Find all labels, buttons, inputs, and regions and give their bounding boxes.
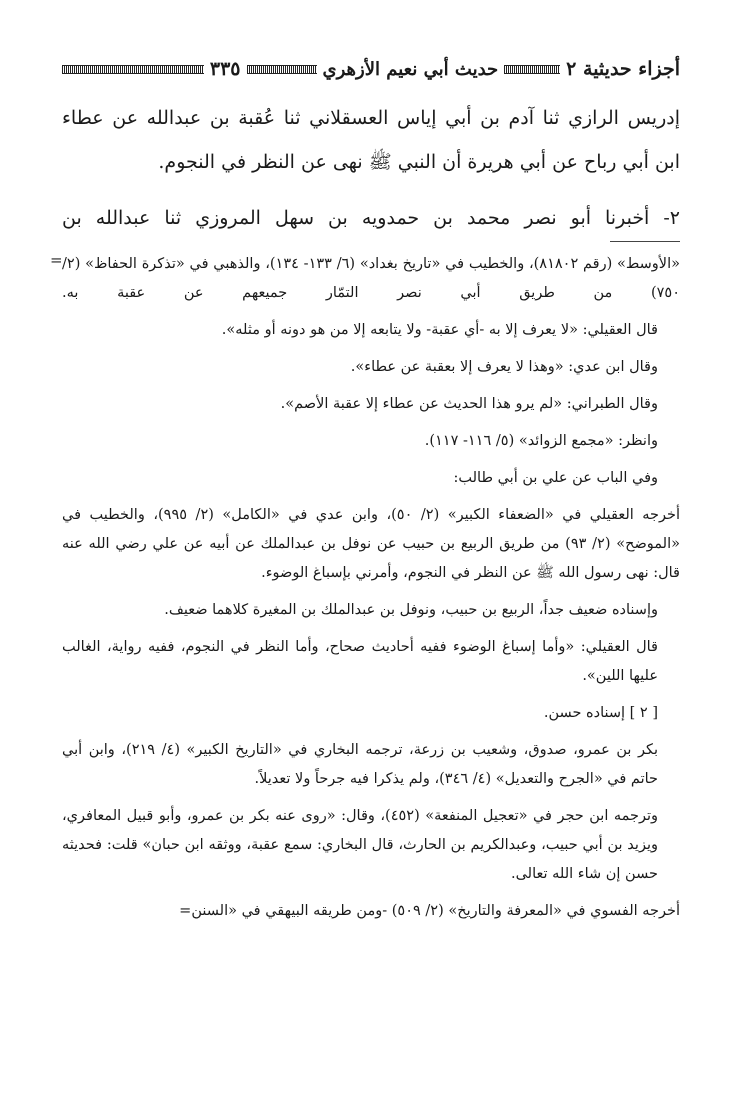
main-text-line: ابن أبي رباح عن أبي هريرة أن النبي ﷺ نهى عن النظر في النجوم. xyxy=(158,151,680,173)
footnote-paragraph: وانظر: «مجمع الزوائد» (٥/ ١١٦- ١١٧). xyxy=(424,433,658,449)
footnote-paragraph: وفي الباب عن علي بن أبي طالب: xyxy=(453,470,658,486)
header-rule xyxy=(62,65,204,74)
footnote-paragraph: وإسناده ضعيف جداً، الربيع بن حبيب، ونوفل بن عبدالملك بن المغيرة كلاهما ضعيف. xyxy=(164,602,658,618)
header-rule xyxy=(247,65,317,74)
book-title: أجزاء حديثية ٢ xyxy=(566,58,680,80)
header-rule xyxy=(504,65,560,74)
page-header xyxy=(62,52,680,86)
footnote-paragraph: [ ٢ ] إسناده حسن. xyxy=(543,705,658,721)
footnote-paragraph: أخرجه العقيلي في «الضعفاء الكبير» (٢/ ٥٠)، وابن عدي في «الكامل» (٢/ ٩٩٥)، والخطيب في «الموضح» (٢/ ٩٣) من طريق الربيع بن حبيب عن نوفل بن عبدالملك عن أبيه عن علي رضي الله عنه قال: نهى رسول الله ﷺ عن النظر في النجوم، وأمرني بإسباغ الوضوء. xyxy=(62,507,681,581)
footnote-separator xyxy=(610,241,680,242)
footnote-paragraph: وقال الطبراني: «لم يرو هذا الحديث عن عطاء إلا عقبة الأصم». xyxy=(280,396,658,412)
footnotes xyxy=(62,250,680,934)
page xyxy=(50,0,681,1096)
footnote-paragraph: وترجمه ابن حجر في «تعجيل المنفعة» (٤٥٢)، وقال: «روى عنه بكر بن عمرو، وأبو قبيل المعافري، ويزيد بن أبي حبيب، وعبدالكريم بن الحارث، قال البخاري: سمع عقبة، ووثقه ابن حبان» قلت: فحديثه حسن إن شاء الله تعالى. xyxy=(62,808,658,882)
footnote-paragraph: أخرجه الفسوي في «المعرفة والتاريخ» (٢/ ٥٠٩) -ومن طريقه البيهقي في «السنن= xyxy=(179,903,680,919)
hadith-number-2: ٢- أخبرنا أبو نصر محمد بن حمدويه بن سهل المروزي ثنا عبدالله بن xyxy=(62,207,680,229)
main-text-line: إدريس الرازي ثنا آدم بن أبي إياس العسقلاني ثنا عُقبة بن عبدالله عن عطاء xyxy=(62,107,680,129)
page-number: ٣٣٥ xyxy=(209,58,241,80)
continuation-mark: = xyxy=(50,251,63,269)
footnote-paragraph: وقال ابن عدي: «وهذا لا يعرف إلا بعقبة عن عطاء». xyxy=(350,359,658,375)
footnote-paragraph: بكر بن عمرو، صدوق، وشعيب بن زرعة، ترجمه البخاري في «التاريخ الكبير» (٤/ ٢١٩)، وابن أبي حاتم في «الجرح والتعديل» (٤/ ٣٤٦)، ولم يذكرا فيه جرحاً ولا تعديلاً. xyxy=(62,742,659,787)
footnote-paragraph: قال العقيلي: «وأما إسباغ الوضوء ففيه أحاديث صحاح، وأما النظر في النجوم، ففيه رواية، الغالب عليها اللين». xyxy=(62,639,658,684)
section-title: حديث أبي نعيم الأزهري xyxy=(322,58,499,80)
main-text xyxy=(62,96,680,240)
footnote-paragraph: «الأوسط» (رقم ٨١٨٠٢)، والخطيب في «تاريخ بغداد» (٦/ ١٣٣- ١٣٤)، والذهبي في «تذكرة الحفاظ» (٢/ ٧٥٠) من طريق أبي نصر التمّار جميعهم عن عقبة به. xyxy=(62,256,680,301)
footnote-paragraph: قال العقيلي: «لا يعرف إلا به -أي عقبة- ولا يتابعه إلا من هو دونه أو مثله». xyxy=(221,322,658,338)
